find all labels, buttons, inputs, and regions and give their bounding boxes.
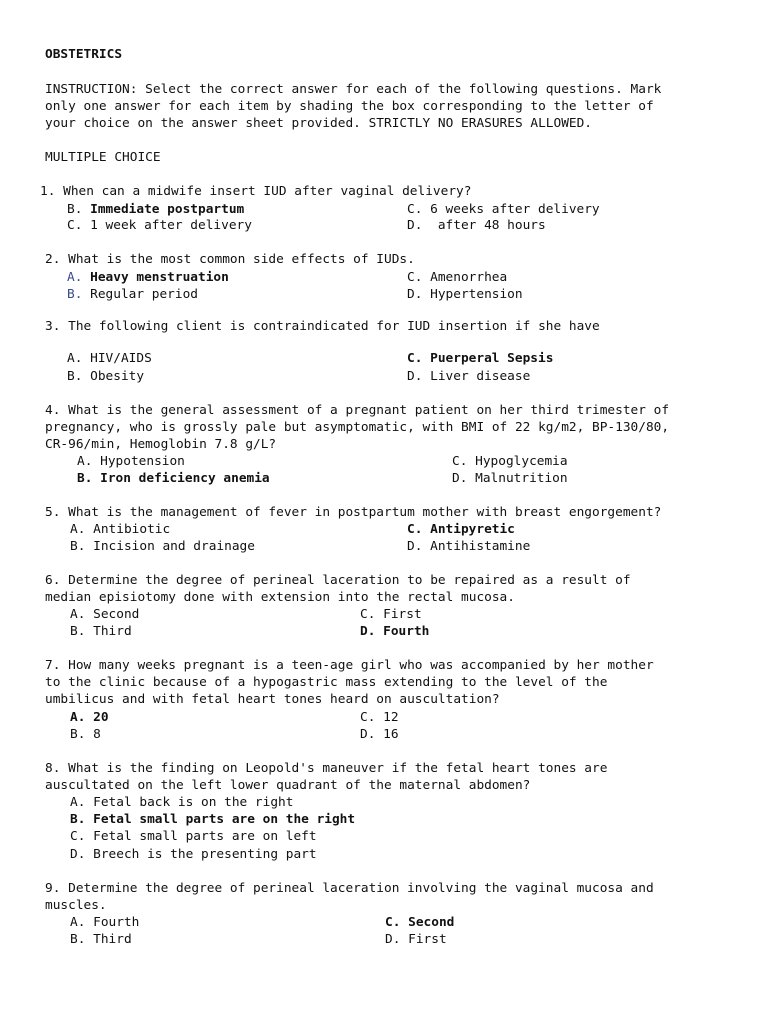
option-text: Regular period (90, 287, 199, 302)
option-text: 8 (93, 727, 101, 742)
option-letter: B. (70, 539, 86, 554)
option-text: Heavy menstruation (90, 270, 229, 285)
option (407, 269, 507, 286)
option-letter: D. (407, 287, 423, 302)
option (407, 368, 530, 385)
option-text: 1 week after delivery (90, 218, 252, 233)
option (407, 350, 553, 367)
option (407, 201, 600, 218)
option-letter: B. (70, 812, 86, 827)
question-stem: 8. What is the finding on Leopold's maneuver if the fetal heart tones are (45, 761, 608, 776)
option-text: Puerperal Sepsis (430, 351, 554, 366)
option-text: 12 (383, 710, 399, 725)
option-letter: D. (360, 727, 376, 742)
option-text: Iron deficiency anemia (100, 471, 270, 486)
question-stem: 7. How many weeks pregnant is a teen-age girl who was accompanied by her mother (45, 658, 654, 673)
option-text: Breech is the presenting part (93, 847, 317, 862)
question-stem: median episiotomy done with extension into the rectal mucosa. (45, 590, 515, 605)
option-text: Antihistamine (430, 539, 531, 554)
option-text: Second (408, 915, 455, 930)
option-text: 20 (93, 710, 109, 725)
option (70, 709, 109, 726)
section-title: MULTIPLE CHOICE (45, 150, 161, 165)
option-letter: A. (70, 915, 86, 930)
option (70, 794, 293, 811)
question-stem: 6. Determine the degree of perineal laceration to be repaired as a result of (45, 573, 631, 588)
option (70, 521, 170, 538)
option (67, 201, 244, 218)
option-letter: B. (77, 471, 93, 486)
question-stem: 3. The following client is contraindicated for IUD insertion if she have (45, 319, 600, 334)
option-letter: A. (77, 454, 93, 469)
option-letter: D. (385, 932, 401, 947)
instruction-line: INSTRUCTION: Select the correct answer for each of the following questions. Mark (45, 82, 662, 97)
option-text: Incision and drainage (93, 539, 255, 554)
option (452, 453, 568, 470)
option-letter: C. (407, 270, 423, 285)
option (407, 217, 546, 234)
option-text: 6 weeks after delivery (430, 202, 600, 217)
option (67, 350, 152, 367)
option (407, 521, 515, 538)
option (407, 286, 523, 303)
option-text: Third (93, 624, 132, 639)
option-text: after 48 hours (430, 218, 546, 233)
option-text: First (408, 932, 447, 947)
option (67, 269, 229, 286)
option-letter: B. (70, 932, 86, 947)
option (360, 726, 399, 743)
option (67, 217, 252, 234)
option-letter: D. (70, 847, 86, 862)
option-text: Fetal small parts are on the right (93, 812, 356, 827)
question-stem: 5. What is the management of fever in postpartum mother with breast engorgement? (45, 505, 662, 520)
option-letter: B. (67, 369, 83, 384)
option (77, 470, 270, 487)
option-letter: A. (70, 522, 86, 537)
option-letter: C. (360, 710, 376, 725)
instruction-line: your choice on the answer sheet provided. STRICTLY NO ERASURES ALLOWED. (45, 116, 593, 131)
option-letter: D. (407, 539, 423, 554)
option-letter: B. (67, 202, 83, 217)
option-text: First (383, 607, 422, 622)
option-letter: C. (67, 218, 83, 233)
option (70, 931, 132, 948)
option-letter: A. (70, 710, 86, 725)
option (70, 726, 101, 743)
option-text: Fourth (93, 915, 140, 930)
option-text: HIV/AIDS (90, 351, 152, 366)
option (360, 709, 399, 726)
option (70, 811, 355, 828)
option-text: Antibiotic (93, 522, 171, 537)
option-letter: D. (360, 624, 376, 639)
option (70, 846, 317, 863)
option-text: Liver disease (430, 369, 531, 384)
question-stem: 9. Determine the degree of perineal laceration involving the vaginal mucosa and (45, 881, 654, 896)
option-letter: D. (407, 369, 423, 384)
question-stem: pregnancy, who is grossly pale but asymptomatic, with BMI of 22 kg/m2, BP-130/80, (45, 420, 670, 435)
option-letter: A. (67, 270, 83, 285)
option (70, 538, 255, 555)
option-letter: C. (360, 607, 376, 622)
option-letter: C. (407, 202, 423, 217)
option (385, 914, 454, 931)
option-text: Fourth (383, 624, 430, 639)
option-text: Amenorrhea (430, 270, 508, 285)
question-stem: to the clinic because of a hypogastric mass extending to the level of the (45, 675, 608, 690)
option (360, 623, 429, 640)
option-text: Malnutrition (475, 471, 568, 486)
option-letter: C. (407, 522, 423, 537)
question-stem: 2. What is the most common side effects of IUDs. (45, 252, 415, 267)
option-text: Immediate postpartum (90, 202, 245, 217)
option (67, 368, 144, 385)
option-text: Hypotension (100, 454, 185, 469)
option-text: Second (93, 607, 140, 622)
option-letter: C. (452, 454, 468, 469)
option (452, 470, 568, 487)
option-letter: B. (67, 287, 83, 302)
option (385, 931, 447, 948)
option (67, 286, 198, 303)
option-letter: C. (70, 829, 86, 844)
option (70, 828, 317, 845)
option-letter: A. (70, 607, 86, 622)
option-text: Fetal back is on the right (93, 795, 294, 810)
option-letter: A. (70, 795, 86, 810)
option-letter: C. (385, 915, 401, 930)
option-text: 16 (383, 727, 399, 742)
instruction-line: only one answer for each item by shading the box corresponding to the letter of (45, 99, 654, 114)
option-letter: D. (452, 471, 468, 486)
option-text: Hypertension (430, 287, 523, 302)
question-stem: muscles. (45, 898, 107, 913)
option-text: Obesity (90, 369, 145, 384)
document-heading: OBSTETRICS (45, 47, 123, 62)
option (70, 623, 132, 640)
option (77, 453, 185, 470)
option-letter: D. (407, 218, 423, 233)
option-text: Hypoglycemia (475, 454, 568, 469)
option-letter: A. (67, 351, 83, 366)
option (70, 606, 139, 623)
option (360, 606, 422, 623)
option-letter: C. (407, 351, 423, 366)
option (407, 538, 530, 555)
option-text: Fetal small parts are on left (93, 829, 317, 844)
option-letter: B. (70, 727, 86, 742)
question-stem: 4. What is the general assessment of a pregnant patient on her third trimester of (45, 403, 670, 418)
question-stem: 1. When can a midwife insert IUD after vaginal delivery? (40, 184, 472, 199)
option-letter: B. (70, 624, 86, 639)
question-stem: umbilicus and with fetal heart tones heard on auscultation? (45, 692, 500, 707)
option (70, 914, 139, 931)
option-text: Antipyretic (430, 522, 515, 537)
option-text: Third (93, 932, 132, 947)
question-stem: CR-96/min, Hemoglobin 7.8 g/L? (45, 437, 277, 452)
question-stem: auscultated on the left lower quadrant of the maternal abdomen? (45, 778, 531, 793)
